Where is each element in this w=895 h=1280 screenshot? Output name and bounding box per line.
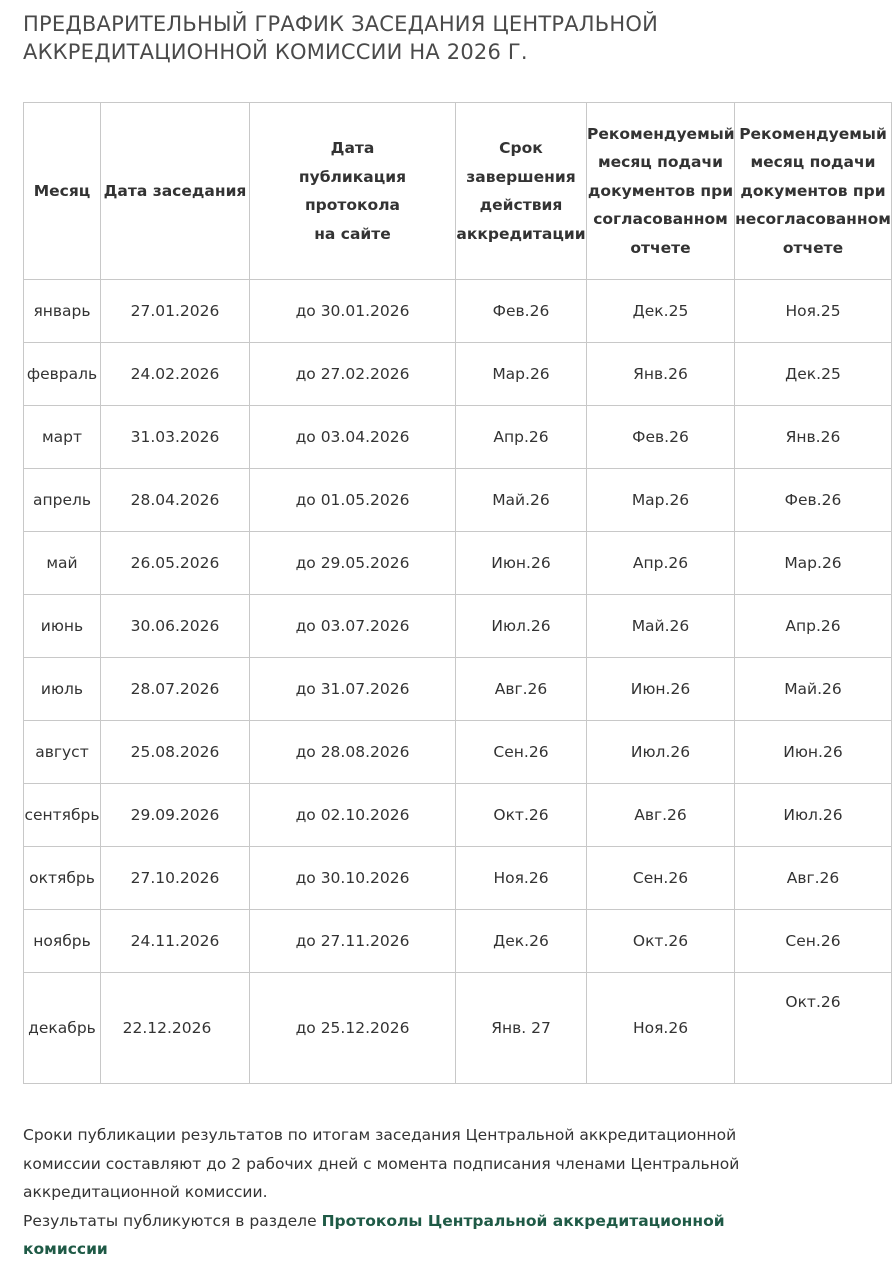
cell-recommended-disagreed: Дек.25 xyxy=(735,343,892,406)
header-text-line: месяц подачи xyxy=(597,153,724,172)
cell-publication-date: до 01.05.2026 xyxy=(250,469,456,532)
cell-publication-date: до 27.11.2026 xyxy=(250,910,456,973)
cell-meeting-date: 30.06.2026 xyxy=(101,595,250,658)
cell-meeting-date: 31.03.2026 xyxy=(101,406,250,469)
cell-recommended-agreed: Янв.26 xyxy=(587,343,735,406)
table-row xyxy=(24,910,892,973)
cell-recommended-disagreed: Май.26 xyxy=(735,658,892,721)
cell-accreditation-expiry: Мар.26 xyxy=(456,343,587,406)
cell-recommended-agreed: Авг.26 xyxy=(587,784,735,847)
cell-meeting-date: 29.09.2026 xyxy=(101,784,250,847)
cell-accreditation-expiry: Дек.26 xyxy=(456,910,587,973)
table-row xyxy=(24,784,892,847)
protocols-link-line-1: Протоколы Центральной аккредитационной xyxy=(321,1211,725,1230)
cell-accreditation-expiry: Июн.26 xyxy=(456,532,587,595)
header-text-line: Дата заседания xyxy=(103,181,247,200)
cell-recommended-disagreed: Сен.26 xyxy=(735,910,892,973)
header-text-line: несогласованном xyxy=(735,210,891,229)
header-text-line: документов при xyxy=(587,181,734,200)
header-text-line: Дата xyxy=(330,139,375,157)
cell-recommended-disagreed: Апр.26 xyxy=(735,595,892,658)
cell-publication-date: до 02.10.2026 xyxy=(250,784,456,847)
cell-publication-date: до 28.08.2026 xyxy=(250,721,456,784)
header-text-line: Месяц xyxy=(33,181,91,200)
cell-accreditation-expiry: Май.26 xyxy=(456,469,587,532)
header-recommended-disagreed xyxy=(735,103,892,280)
cell-publication-date: до 03.04.2026 xyxy=(250,406,456,469)
table-row xyxy=(24,847,892,910)
header-publication-date xyxy=(250,103,456,280)
cell-month: октябрь xyxy=(24,847,101,910)
table-row xyxy=(24,595,892,658)
cell-accreditation-expiry: Июл.26 xyxy=(456,595,587,658)
cell-recommended-agreed: Май.26 xyxy=(587,595,735,658)
cell-meeting-date: 25.08.2026 xyxy=(101,721,250,784)
notes-line-2: комиссии составляют до 2 рабочих дней с момента подписания членами Центральной xyxy=(23,1154,740,1173)
cell-month: декабрь xyxy=(24,973,101,1084)
table-row xyxy=(24,280,892,343)
cell-month: август xyxy=(24,721,101,784)
cell-publication-date: до 27.02.2026 xyxy=(250,343,456,406)
header-text-line: Рекомендуемый xyxy=(739,124,887,143)
header-text-line: согласованном xyxy=(593,210,728,229)
cell-month: февраль xyxy=(24,343,101,406)
notes-paragraph xyxy=(23,1121,783,1264)
header-text-line: отчете xyxy=(782,238,844,257)
cell-meeting-date: 28.07.2026 xyxy=(101,658,250,721)
notes-line-3: аккредитационной комиссии. xyxy=(23,1183,268,1201)
table-header-row xyxy=(24,103,892,280)
header-meeting-date xyxy=(101,103,250,280)
cell-recommended-disagreed: Июн.26 xyxy=(735,721,892,784)
header-text-line: на сайте xyxy=(314,224,391,243)
cell-publication-date: до 25.12.2026 xyxy=(250,973,456,1084)
cell-publication-date: до 31.07.2026 xyxy=(250,658,456,721)
cell-accreditation-expiry: Сен.26 xyxy=(456,721,587,784)
cell-month: июнь xyxy=(24,595,101,658)
cell-accreditation-expiry: Ноя.26 xyxy=(456,847,587,910)
cell-accreditation-expiry: Апр.26 xyxy=(456,406,587,469)
cell-recommended-disagreed: Мар.26 xyxy=(735,532,892,595)
cell-recommended-agreed: Дек.25 xyxy=(587,280,735,343)
header-text-line: месяц подачи xyxy=(750,153,876,172)
schedule-table xyxy=(23,102,892,1084)
cell-month: ноябрь xyxy=(24,910,101,973)
results-prefix-text: Результаты публикуются в разделе xyxy=(23,1211,322,1230)
cell-recommended-agreed: Фев.26 xyxy=(587,406,735,469)
cell-publication-date: до 03.07.2026 xyxy=(250,595,456,658)
cell-recommended-disagreed: Фев.26 xyxy=(735,469,892,532)
cell-meeting-date: 24.02.2026 xyxy=(101,343,250,406)
header-text-line: действия xyxy=(479,196,563,214)
cell-accreditation-expiry: Окт.26 xyxy=(456,784,587,847)
cell-meeting-date: 24.11.2026 xyxy=(101,910,250,973)
cell-recommended-disagreed: Янв.26 xyxy=(735,406,892,469)
table-row xyxy=(24,532,892,595)
table-row xyxy=(24,343,892,406)
cell-meeting-date: 27.10.2026 xyxy=(101,847,250,910)
cell-meeting-date: 22.12.2026 xyxy=(101,973,250,1084)
cell-month: апрель xyxy=(24,469,101,532)
cell-recommended-agreed: Ноя.26 xyxy=(587,973,735,1084)
page-title-line-2: АККРЕДИТАЦИОННОЙ КОМИССИИ НА 2026 Г. xyxy=(23,40,528,64)
cell-month: январь xyxy=(24,280,101,343)
table-row xyxy=(24,658,892,721)
table-body xyxy=(24,280,892,1084)
header-text-line: документов при xyxy=(740,181,886,200)
cell-recommended-agreed: Сен.26 xyxy=(587,847,735,910)
notes-section xyxy=(23,1121,783,1264)
header-text-line: Рекомендуемый xyxy=(587,124,735,143)
header-text-line: Срок xyxy=(499,139,543,157)
cell-recommended-agreed: Апр.26 xyxy=(587,532,735,595)
table-row xyxy=(24,406,892,469)
cell-recommended-agreed: Окт.26 xyxy=(587,910,735,973)
header-text-line: отчете xyxy=(630,238,691,257)
header-month xyxy=(24,103,101,280)
protocols-link-line-2: комиссии xyxy=(23,1240,108,1258)
cell-recommended-disagreed: Ноя.25 xyxy=(735,280,892,343)
header-text-line: публикация протокола xyxy=(298,167,407,214)
header-text-line: аккредитации xyxy=(456,224,586,243)
table-row xyxy=(24,721,892,784)
cell-month: март xyxy=(24,406,101,469)
cell-publication-date: до 30.01.2026 xyxy=(250,280,456,343)
cell-month: сентябрь xyxy=(24,784,101,847)
cell-month: май xyxy=(24,532,101,595)
cell-meeting-date: 26.05.2026 xyxy=(101,532,250,595)
header-recommended-agreed xyxy=(587,103,735,280)
table-row xyxy=(24,973,892,1084)
cell-recommended-disagreed: Авг.26 xyxy=(735,847,892,910)
cell-recommended-agreed: Мар.26 xyxy=(587,469,735,532)
cell-publication-date: до 30.10.2026 xyxy=(250,847,456,910)
cell-meeting-date: 28.04.2026 xyxy=(101,469,250,532)
header-accreditation-expiry xyxy=(456,103,587,280)
cell-recommended-agreed: Июн.26 xyxy=(587,658,735,721)
header-text-line: завершения xyxy=(466,167,576,186)
page-title-line-1: ПРЕДВАРИТЕЛЬНЫЙ ГРАФИК ЗАСЕДАНИЯ ЦЕНТРАЛЬНОЙ xyxy=(23,12,659,36)
cell-recommended-agreed: Июл.26 xyxy=(587,721,735,784)
cell-month: июль xyxy=(24,658,101,721)
cell-recommended-disagreed: Окт.26 xyxy=(735,973,892,1084)
page-title xyxy=(23,10,883,66)
cell-accreditation-expiry: Янв. 27 xyxy=(456,973,587,1084)
cell-publication-date: до 29.05.2026 xyxy=(250,532,456,595)
notes-line-1: Сроки публикации результатов по итогам заседания Центральной аккредитационной xyxy=(23,1126,737,1144)
cell-accreditation-expiry: Авг.26 xyxy=(456,658,587,721)
cell-meeting-date: 27.01.2026 xyxy=(101,280,250,343)
cell-recommended-disagreed: Июл.26 xyxy=(735,784,892,847)
table-row xyxy=(24,469,892,532)
cell-accreditation-expiry: Фев.26 xyxy=(456,280,587,343)
